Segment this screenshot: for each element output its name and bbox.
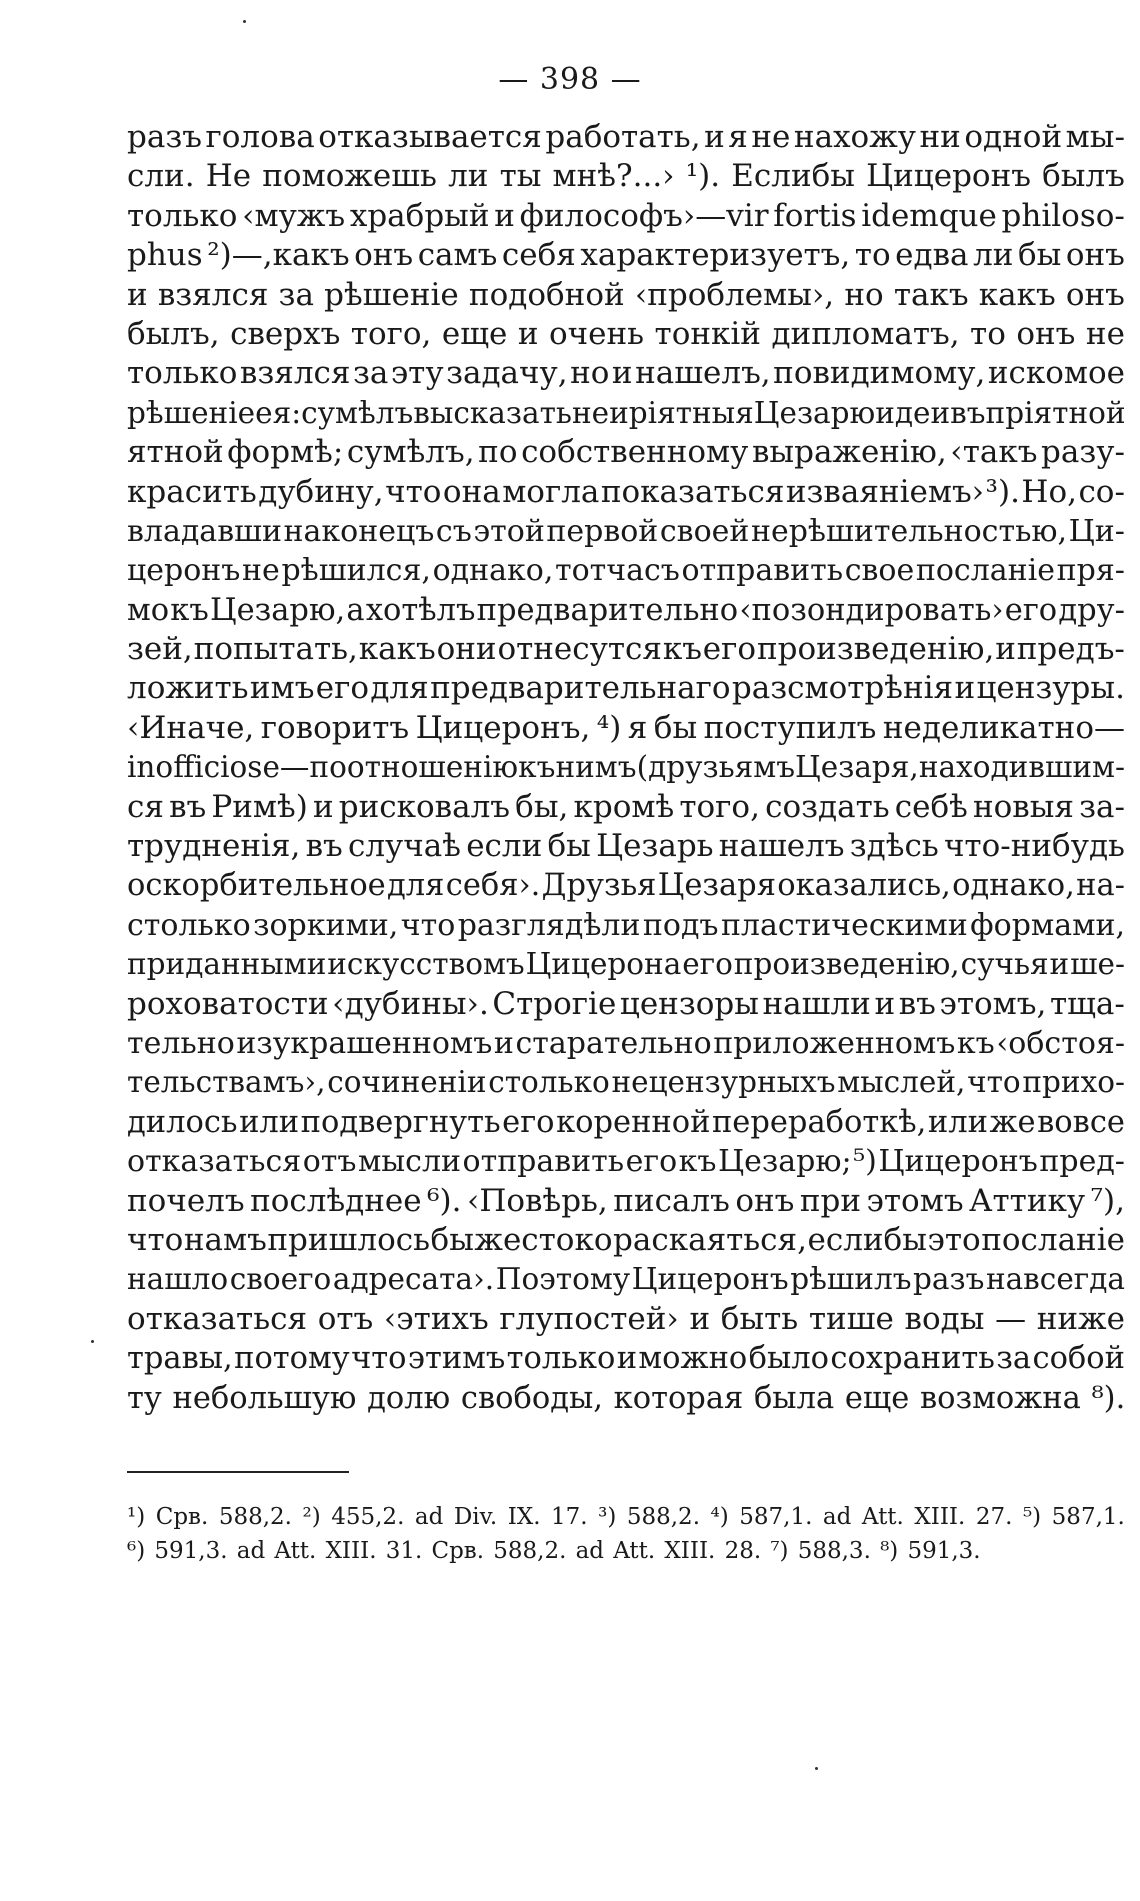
- ink-speck: [815, 1767, 818, 1770]
- footnote-line: ⁶) 591,3. ad Att. XIII. 31. Срв. 588,2. ad Att. XIII. 28. ⁷) 588,3. ⁸) 591,3.: [127, 1538, 981, 1564]
- text-line: разъ голова отказывается работать, и я не нахожу ни одной мы-: [127, 119, 1125, 155]
- text-line: ту небольшую долю свободы, которая была еще возможна ⁸).: [127, 1380, 1126, 1416]
- text-line: красить дубину, что она могла показаться изваяніемъ› ³). Но, со-: [127, 473, 1125, 510]
- text-line: что намъ пришлось бы жестоко раскаяться, еслибы это посланіе: [127, 1221, 1125, 1258]
- text-line: ятной формѣ; сумѣлъ, по собственному выраженію, ‹такъ разу-: [127, 434, 1125, 471]
- text-line: оскорбительное для себя›. Друзья Цезаря оказались, однако, на-: [127, 868, 1125, 904]
- ink-speck: [91, 1340, 94, 1343]
- text-line: сли. Не поможешь ли ты мнѣ?...› ¹). Еслибы Цицеронъ былъ: [127, 158, 1125, 195]
- text-line: мо къ Цезарю, а хотѣлъ предварительно ‹позондировать› его дру-: [127, 592, 1125, 628]
- text-line: столько зоркими, что разглядѣли подъ пластическими формами,: [127, 907, 1125, 943]
- text-line: отказаться отъ ‹этихъ глупостей› и быть тише воды — ниже: [127, 1300, 1125, 1337]
- body-text: [127, 118, 1125, 1418]
- text-line: былъ, сверхъ того, еще и очень тонкій дипломатъ, то онъ не: [127, 315, 1125, 352]
- footnotes: [127, 1500, 1125, 1568]
- text-line: отказаться отъ мысли отправить его къ Цезарю; ⁵) Цицеронъ пред-: [127, 1144, 1125, 1180]
- text-line: травы, потому что этимъ только и можно было сохранить за собой: [127, 1341, 1125, 1377]
- text-line: тельно изукрашенномъ и старательно приложенномъ къ ‹обстоя-: [127, 1025, 1125, 1061]
- footnote-rule: [127, 1471, 349, 1473]
- text-line: inofficiose—по отношенію къ нимъ (друзьямъ Цезаря, находившим-: [127, 750, 1125, 785]
- text-line: приданными искусствомъ Цицерона его произведенію, сучья и ше-: [127, 947, 1125, 982]
- text-line: рѣшеніе ея: сумѣлъ высказать неиріятныя Цезарю идеи въ пріятной: [127, 395, 1126, 430]
- text-line: ‹Иначе, говоритъ Цицеронъ, ⁴) я бы поступилъ неделикатно—: [127, 709, 1125, 746]
- footnote-line: ¹) Срв. 588,2. ²) 455,2. ad Div. IX. 17. ³) 588,2. ⁴) 587,1. ad Att. XIII. 27. ⁵) 587,1.: [127, 1504, 1125, 1530]
- text-line: и взялся за рѣшеніе подобной ‹проблемы›, но такъ какъ онъ: [127, 276, 1125, 313]
- text-line: роховатости ‹дубины›. Строгіе цензоры нашли и въ этомъ, тща-: [127, 985, 1125, 1022]
- text-line: зей, попытать, какъ они отнесутся къ его произведенію, и предъ-: [127, 631, 1125, 668]
- ink-speck: [243, 20, 246, 23]
- text-line: только ‹мужъ храбрый и философъ›—vir fortis idemque philoso-: [127, 197, 1125, 234]
- text-line: ся въ Римѣ) и рисковалъ бы, кромѣ того, создать себѣ новыя за-: [127, 788, 1125, 825]
- text-line: тельствамъ›, сочиненіи столько нецензурныхъ мыслей, что прихо-: [127, 1065, 1125, 1100]
- page-number: — 398 —: [498, 62, 642, 97]
- text-line: только взялся за эту задачу, но и нашелъ, повидимому, искомое: [127, 355, 1125, 392]
- text-line: церонъ не рѣшился, однако, тотчасъ отправить свое посланіе пря-: [127, 553, 1125, 589]
- text-line: нашло своего адресата›. Поэтому Цицеронъ рѣшилъ разъ навсегда: [127, 1262, 1125, 1297]
- text-line: владавши наконецъ съ этой первой своей нерѣшительностью, Ци-: [127, 513, 1125, 549]
- text-line: почелъ послѣднее ⁶). ‹Повѣрь, писалъ онъ при этомъ Аттику ⁷),: [127, 1182, 1125, 1219]
- text-line: дилось или подвергнуть его коренной переработкѣ, или же вовсе: [127, 1104, 1125, 1140]
- text-line: трудненія, въ случаѣ если бы Цезарь нашелъ здѣсь что-нибудь: [127, 828, 1125, 865]
- text-line: ложить имъ его для предварительнаго разсмотрѣнія и цензуры.: [127, 670, 1125, 707]
- text-line: phus ²)—,какъ онъ самъ себя характеризуетъ, то едва ли бы онъ: [127, 237, 1125, 274]
